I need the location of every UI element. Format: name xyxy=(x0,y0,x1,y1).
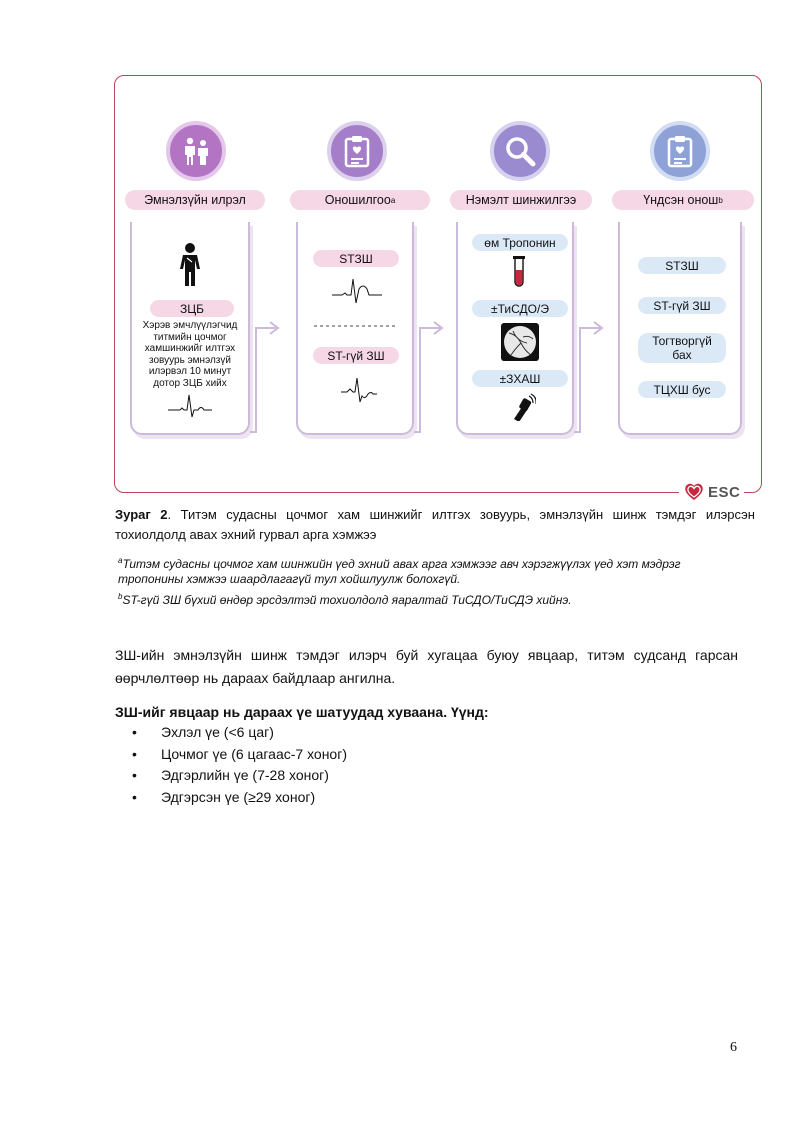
ecg-trace-icon xyxy=(168,393,212,419)
list-item: • Эдгэрлийн үе (7-28 хоног) xyxy=(132,765,347,787)
nstemi-tag: ST-гүй ЗШ xyxy=(313,347,399,364)
stemi-ecg-icon xyxy=(332,277,382,307)
divider-dashes xyxy=(314,324,396,328)
stage-label-final: Үндсэн онош b xyxy=(612,190,754,210)
stages-heading: ЗШ-ийг явцаар нь дараах үе шатуудад хуваана. Үүнд: xyxy=(115,704,489,720)
list-item: • Эхлэл үе (<6 цаг) xyxy=(132,722,347,744)
coronary-vessels-icon xyxy=(501,323,539,361)
troponin-tag: өм Тропонин xyxy=(472,234,568,251)
final-unstable-angina: Тогтворгүй бах xyxy=(638,333,726,363)
footnote-b: $^b$ST-гүй ЗШ бүхий өндөр эрсдэлтэй тохиолдолд яаралтай ТиСДО/ТиСДЭ хийнэ. xyxy=(118,592,572,607)
list-item: • Эдгэрсэн үе (≥29 хоног) xyxy=(132,787,347,809)
nstemi-ecg-icon xyxy=(341,375,377,409)
esc-text: ESC xyxy=(708,483,741,501)
final-non-acs: ТЦХШ бус xyxy=(638,381,726,398)
stemi-tag: STЗШ xyxy=(313,250,399,267)
page-number: 6 xyxy=(730,1040,737,1055)
ultrasound-probe-icon xyxy=(510,393,536,421)
stage-list xyxy=(132,722,347,808)
angio-tag: ±ТиСДО/Э xyxy=(472,300,568,317)
final-nstemi: ST-гүй ЗШ xyxy=(638,297,726,314)
stage-label-diagnosis: Оношилгоо a xyxy=(290,190,430,210)
angiography-image xyxy=(501,323,539,361)
stage-label-presentation: Эмнэлзүйн илрэл xyxy=(125,190,265,210)
ecg-instructions: Хэрэв эмчлүүлэгчид титмийн цочмог хамшинжийг илтгэх зовуурь эмнэлзүй илэрвэл 10 минут дотор ЗЦБ хийх xyxy=(142,320,238,389)
footnote-a: $^a$Титэм судасны цочмог хам шинжийн үед эхний авах арга хэмжээг авч хэрэгжүүлэх үед хэт мэдрэг тропонины хэмжээ шаардлагагүй тул хойшлуулж болохгүй. xyxy=(118,556,681,586)
flow-arrows xyxy=(0,0,793,500)
stage-label-tests: Нэмэлт шинжилгээ xyxy=(450,190,592,210)
ecg-tag: ЗЦБ xyxy=(150,300,234,317)
figure-caption: Зураг 2. Титэм судасны цочмог хам шинжийг илтгэх зовуурь, эмнэлзүйн шинж тэмдэг илэрсэн тохиолдолд авах эхний гурвал арга хэмжээ xyxy=(115,507,755,542)
person-chest-pain-icon xyxy=(174,242,206,288)
test-tube-icon xyxy=(512,256,526,288)
final-stemi: STЗШ xyxy=(638,257,726,274)
classification-paragraph: ЗШ-ийн эмнэлзүйн шинж тэмдэг илэрч буй хугацаа буюу явцаар, титэм судсанд гарсан өөрчлөлтөөр нь дараах байдлаар ангилна. xyxy=(115,647,738,686)
list-item: • Цочмог үе (6 цагаас-7 хоног) xyxy=(132,744,347,766)
echo-tag: ±ЗХАШ xyxy=(472,370,568,387)
